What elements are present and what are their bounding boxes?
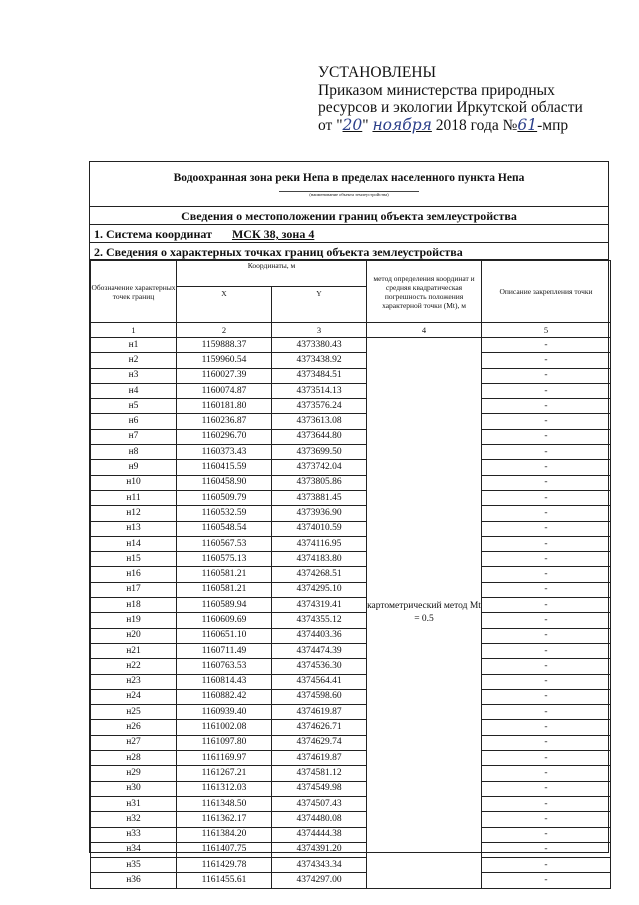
point-y: 4374116.95 [272,536,367,551]
point-x: 1161429.78 [177,858,272,873]
point-label: н10 [91,475,177,490]
point-fixing: - [482,567,611,582]
col-number: 2 [177,323,272,338]
point-y: 4373699.50 [272,445,367,460]
point-x: 1160567.53 [177,536,272,551]
point-label: н27 [91,735,177,750]
table-row [91,399,611,414]
point-label: н26 [91,720,177,735]
header-point: Обозначение характерных точек границ [91,261,177,323]
point-x: 1161267.21 [177,766,272,781]
coordinate-system [90,224,608,242]
point-x: 1160763.53 [177,659,272,674]
col-number: 3 [272,323,367,338]
point-label: н22 [91,659,177,674]
header-fixing: Описание закрепления точки [482,261,611,323]
col-number: 5 [482,323,611,338]
handwritten-order-number: 61 [517,115,538,134]
table-row [91,613,611,628]
point-label: н1 [91,338,177,353]
table-row [91,643,611,658]
point-x: 1160532.59 [177,506,272,521]
point-fixing: - [482,796,611,811]
table-row [91,552,611,567]
date-year: 2018 года № [435,116,518,134]
point-x: 1159888.37 [177,338,272,353]
header-y: Y [272,287,367,323]
point-fixing: - [482,858,611,873]
point-fixing: - [482,613,611,628]
point-x: 1161312.03 [177,781,272,796]
point-fixing: - [482,521,611,536]
point-y: 4374295.10 [272,582,367,597]
point-fixing: - [482,536,611,551]
table-row [91,735,611,750]
point-y: 4373881.45 [272,490,367,505]
point-fixing: - [482,781,611,796]
point-x: 1160609.69 [177,613,272,628]
table-row [91,536,611,551]
point-fixing: - [482,460,611,475]
point-x: 1160575.13 [177,552,272,567]
approval-line-3: ресурсов и экологии Иркутской области [318,99,583,116]
col-number: 1 [91,323,177,338]
table-row [91,414,611,429]
table-row [91,460,611,475]
point-label: н12 [91,506,177,521]
points-table-body [91,338,611,889]
point-x: 1160074.87 [177,383,272,398]
point-x: 1160415.59 [177,460,272,475]
point-fixing: - [482,628,611,643]
point-fixing: - [482,705,611,720]
order-suffix: -мпр [537,116,569,134]
point-x: 1161407.75 [177,842,272,857]
point-fixing: - [482,842,611,857]
table-row [91,781,611,796]
point-x: 1160373.43 [177,445,272,460]
table-row [91,705,611,720]
table-row [91,506,611,521]
point-label: н35 [91,858,177,873]
table-row [91,582,611,597]
point-y: 4374507.43 [272,796,367,811]
point-x: 1160458.90 [177,475,272,490]
point-fixing: - [482,338,611,353]
column-numbers-row [91,323,611,338]
point-label: н18 [91,598,177,613]
coordinate-system-label: 1. Система координат [94,227,212,241]
point-label: н33 [91,827,177,842]
table-row [91,659,611,674]
point-y: 4374536.30 [272,659,367,674]
table-row [91,689,611,704]
point-y: 4373805.86 [272,475,367,490]
header-x: X [177,287,272,323]
point-x: 1160236.87 [177,414,272,429]
point-y: 4374444.38 [272,827,367,842]
point-label: н29 [91,766,177,781]
point-label: н16 [91,567,177,582]
point-y: 4374619.87 [272,705,367,720]
point-x: 1160548.54 [177,521,272,536]
point-fixing: - [482,490,611,505]
point-label: н7 [91,429,177,444]
point-label: н5 [91,399,177,414]
table-row [91,445,611,460]
point-x: 1161455.61 [177,873,272,888]
point-label: н13 [91,521,177,536]
point-x: 1161169.97 [177,751,272,766]
table-row [91,674,611,689]
point-fixing: - [482,414,611,429]
point-x: 1160882.42 [177,689,272,704]
object-note [90,190,608,200]
points-table [90,260,611,889]
point-y: 4373613.08 [272,414,367,429]
point-y: 4374268.51 [272,567,367,582]
point-x: 1160711.49 [177,643,272,658]
point-fixing: - [482,506,611,521]
point-fixing: - [482,812,611,827]
point-x: 1161348.50 [177,796,272,811]
point-label: н15 [91,552,177,567]
point-label: н23 [91,674,177,689]
point-fixing: - [482,582,611,597]
point-fixing: - [482,735,611,750]
col-number: 4 [367,323,482,338]
point-y: 4374619.87 [272,751,367,766]
point-label: н14 [91,536,177,551]
approval-block [318,64,618,134]
point-x: 1160296.70 [177,429,272,444]
point-y: 4374581.12 [272,766,367,781]
point-label: н2 [91,353,177,368]
point-fixing: - [482,552,611,567]
table-row [91,429,611,444]
point-y: 4374474.39 [272,643,367,658]
point-label: н36 [91,873,177,888]
handwritten-month: ноября [372,115,432,134]
table-row [91,338,611,353]
point-label: н24 [91,689,177,704]
point-label: н25 [91,705,177,720]
point-y: 4374629.74 [272,735,367,750]
point-y: 4374549.98 [272,781,367,796]
point-y: 4373484.51 [272,368,367,383]
point-fixing: - [482,368,611,383]
approval-title: УСТАНОВЛЕНЫ [318,64,437,81]
table-row [91,842,611,857]
point-fixing: - [482,873,611,888]
point-y: 4373514.13 [272,383,367,398]
date-prefix: от " [318,116,343,134]
header-method: метод определения координат и средняя квадратическая погрешность положения характерной точки (Mt), м [367,261,482,323]
point-label: н19 [91,613,177,628]
point-label: н30 [91,781,177,796]
point-label: н3 [91,368,177,383]
table-row [91,383,611,398]
point-label: н32 [91,812,177,827]
point-y: 4374564.41 [272,674,367,689]
point-y: 4373438.92 [272,353,367,368]
point-fixing: - [482,643,611,658]
point-y: 4373644.80 [272,429,367,444]
point-x: 1160581.21 [177,582,272,597]
point-y: 4374319.41 [272,598,367,613]
table-row [91,766,611,781]
point-label: н11 [91,490,177,505]
point-x: 1160814.43 [177,674,272,689]
table-row [91,858,611,873]
header-coords: Координаты, м [177,261,367,287]
point-x: 1160027.39 [177,368,272,383]
point-label: н28 [91,751,177,766]
point-y: 4374598.60 [272,689,367,704]
point-y: 4373936.90 [272,506,367,521]
table-row [91,598,611,613]
point-fixing: - [482,353,611,368]
point-y: 4373576.24 [272,399,367,414]
point-x: 1160651.10 [177,628,272,643]
point-x: 1161362.17 [177,812,272,827]
point-fixing: - [482,399,611,414]
table-row [91,812,611,827]
point-fixing: - [482,475,611,490]
point-y: 4374480.08 [272,812,367,827]
point-label: н34 [91,842,177,857]
point-fixing: - [482,751,611,766]
table-row [91,368,611,383]
point-y: 4373742.04 [272,460,367,475]
point-label: н9 [91,460,177,475]
table-row [91,796,611,811]
method-cell: картометрический метод Mt = 0.5 [367,338,482,889]
point-label: н17 [91,582,177,597]
point-label: н6 [91,414,177,429]
point-y: 4374391.20 [272,842,367,857]
table-row [91,720,611,735]
point-x: 1160581.21 [177,567,272,582]
point-y: 4374355.12 [272,613,367,628]
point-fixing: - [482,674,611,689]
object-title: Водоохранная зона реки Непа в пределах населенного пункта Непа [173,172,525,184]
table-row [91,490,611,505]
point-y: 4373380.43 [272,338,367,353]
table-row [91,628,611,643]
point-x: 1161384.20 [177,827,272,842]
table-row [91,475,611,490]
point-y: 4374626.71 [272,720,367,735]
table-row [91,521,611,536]
point-fixing: - [482,720,611,735]
boundary-document [89,161,609,886]
point-fixing: - [482,383,611,398]
date-quote: " [362,116,369,134]
point-y: 4374010.59 [272,521,367,536]
point-x: 1160181.80 [177,399,272,414]
table-row [91,873,611,888]
point-fixing: - [482,445,611,460]
point-fixing: - [482,766,611,781]
table-row [91,567,611,582]
table-row [91,353,611,368]
point-x: 1160509.79 [177,490,272,505]
table-row [91,751,611,766]
point-fixing: - [482,429,611,444]
point-label: н21 [91,643,177,658]
object-note-text: (наименование объекта землеустройства) [279,191,418,197]
point-y: 4374297.00 [272,873,367,888]
point-fixing: - [482,598,611,613]
point-x: 1161002.08 [177,720,272,735]
section-title: Сведения о местоположении границ объекта землеустройства [90,206,608,224]
point-y: 4374343.34 [272,858,367,873]
point-fixing: - [482,827,611,842]
point-fixing: - [482,659,611,674]
point-x: 1160589.94 [177,598,272,613]
point-y: 4374403.36 [272,628,367,643]
approval-date-line [318,117,618,135]
point-label: н4 [91,383,177,398]
point-y: 4374183.80 [272,552,367,567]
point-x: 1159960.54 [177,353,272,368]
handwritten-day: 20 [342,115,363,134]
point-x: 1161097.80 [177,735,272,750]
table-row [91,827,611,842]
coordinate-system-value: МСК 38, зона 4 [231,227,315,241]
point-x: 1160939.40 [177,705,272,720]
point-fixing: - [482,689,611,704]
point-label: н31 [91,796,177,811]
points-section-title: 2. Сведения о характерных точках границ объекта землеустройства [90,242,608,260]
point-label: н20 [91,628,177,643]
point-label: н8 [91,445,177,460]
approval-line-2: Приказом министерства природных [318,81,555,99]
